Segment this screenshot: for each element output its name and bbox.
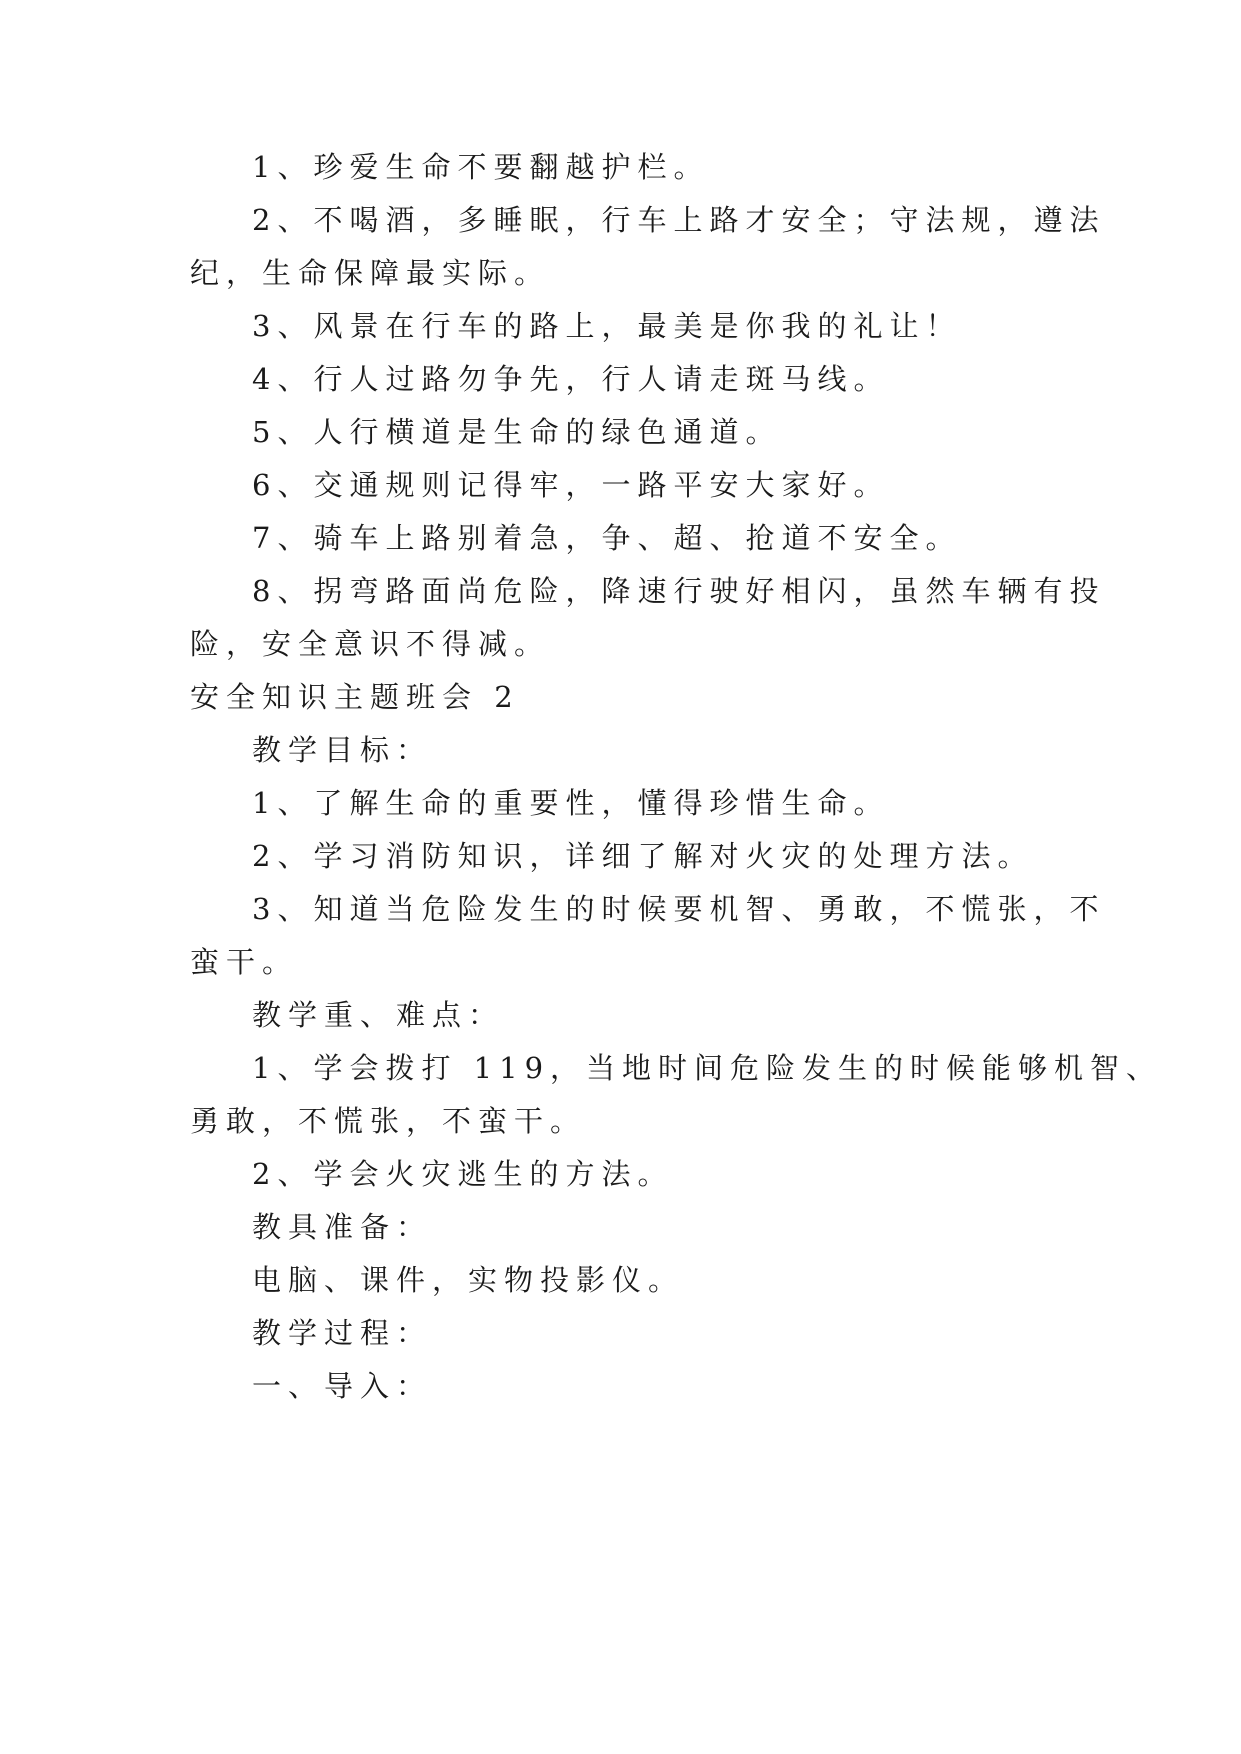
key-point-2: 2、学会火灾逃生的方法。 — [252, 1157, 674, 1191]
heading-objectives: 教学目标： — [252, 733, 433, 767]
slogan-7: 7、骑车上路别着急，争、超、抢道不安全。 — [252, 521, 962, 555]
objective-3-continued: 蛮干。 — [190, 945, 299, 979]
slogan-4: 4、行人过路勿争先，行人请走斑马线。 — [252, 362, 890, 396]
slogan-8-continued: 险，安全意识不得减。 — [190, 627, 551, 661]
materials-list: 电脑、课件，实物投影仪。 — [252, 1263, 685, 1297]
process-step-1: 一、导入： — [252, 1369, 433, 1403]
slogan-6: 6、交通规则记得牢，一路平安大家好。 — [252, 468, 890, 502]
slogan-8: 8、拐弯路面尚危险，降速行驶好相闪，虽然车辆有投 — [252, 574, 1106, 608]
objective-2: 2、学习消防知识，详细了解对火灾的处理方法。 — [252, 839, 1034, 873]
slogan-2-continued: 纪，生命保障最实际。 — [190, 256, 551, 290]
section-title: 安全知识主题班会 2 — [190, 680, 520, 714]
heading-process: 教学过程： — [252, 1316, 433, 1350]
objective-3: 3、知道当危险发生的时候要机智、勇敢，不慌张，不 — [252, 892, 1106, 926]
objective-1: 1、了解生命的重要性，懂得珍惜生命。 — [252, 786, 890, 820]
heading-key-points: 教学重、难点： — [252, 998, 505, 1032]
slogan-1: 1、珍爱生命不要翻越护栏。 — [252, 150, 710, 184]
key-point-1: 1、学会拨打 119，当地时间危险发生的时候能够机智、 — [252, 1051, 1163, 1085]
heading-materials: 教具准备： — [252, 1210, 433, 1244]
slogan-3: 3、风景在行车的路上，最美是你我的礼让！ — [252, 309, 962, 343]
slogan-2: 2、不喝酒，多睡眠，行车上路才安全；守法规，遵法 — [252, 203, 1106, 237]
slogan-5: 5、人行横道是生命的绿色通道。 — [252, 415, 782, 449]
key-point-1-continued: 勇敢，不慌张，不蛮干。 — [190, 1104, 587, 1138]
